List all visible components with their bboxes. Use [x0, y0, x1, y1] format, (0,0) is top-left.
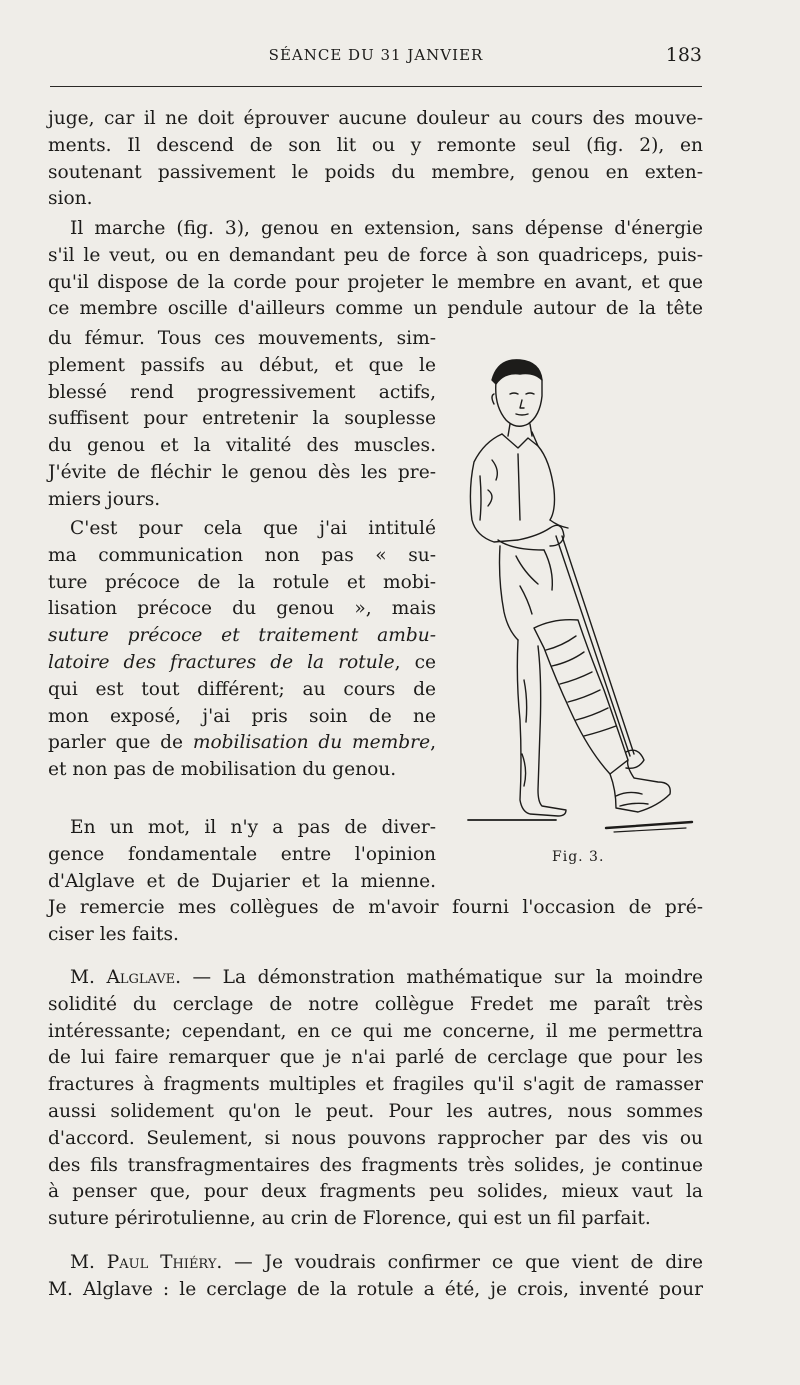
text-line: du genou et la vitalité des muscles. [48, 435, 436, 457]
text-line [48, 965, 703, 992]
text-line: ciser les faits. [48, 923, 179, 945]
paragraph-2 [48, 216, 703, 323]
text-line: blessé rend progressivement actifs, [48, 381, 436, 403]
text-line: Il marche (fig. 3), genou en extension, sans dépense d'énergie [70, 218, 703, 239]
text-line-italic: suture précoce et traitement ambu- [48, 625, 436, 647]
text-line: des fils transfragmentaires des fragments très solides, je continue [48, 1154, 703, 1176]
text-line: ma communication non pas « su- [48, 544, 436, 566]
text-line: d'Alglave et de Dujarier et la mienne. [48, 870, 436, 892]
text-run: , ce [394, 651, 437, 673]
text-line: intéressante; cependant, en ce qui me concerne, il me permettra [48, 1020, 703, 1042]
running-header [48, 44, 704, 74]
text-line: et non pas de mobilisation du genou. [48, 759, 397, 781]
text-run: parler que de [48, 732, 193, 754]
paragraph-2-continued [48, 326, 436, 514]
text-line [48, 730, 436, 757]
header-title: SÉANCE DU 31 JANVIER [268, 46, 484, 64]
text-line: s'il le veut, ou en demandant peu de force à son quadriceps, puis- [48, 244, 703, 266]
text-line: de lui faire remarquer que je n'ai parlé de cerclage que pour les [48, 1047, 703, 1069]
text-line: suture périrotulienne, au crin de Florence, qui est un fil parfait. [48, 1208, 651, 1230]
paragraph-1 [48, 106, 703, 213]
paragraph-4-continued [48, 895, 703, 949]
text-line [48, 650, 436, 677]
header-rule [50, 86, 702, 87]
text-line: J'évite de fléchir le genou dès les pre- [48, 461, 436, 483]
text-line: En un mot, il n'y a pas de diver- [70, 817, 436, 838]
paragraph-thiery [48, 1250, 703, 1304]
figure-walking-man-illustration [458, 350, 708, 835]
text-line: ments. Il descend de son lit ou y remonte seul (fig. 2), en [48, 134, 703, 156]
text-line: du fémur. Tous ces mouvements, sim- [48, 328, 436, 349]
text-line: C'est pour cela que j'ai intitulé [70, 518, 436, 539]
text-line: mon exposé, j'ai pris soin de ne [48, 705, 436, 727]
text-line: juge, car il ne doit éprouver aucune douleur au cours des mouve- [48, 108, 703, 129]
text-line: ture précoce de la rotule et mobi- [48, 571, 436, 593]
text-line [48, 1250, 703, 1277]
speaker-name: M. Paul Thiéry. [70, 1252, 223, 1273]
text-line: ce membre oscille d'ailleurs comme un pendule autour de la tête [48, 298, 703, 320]
italic-phrase: mobilisation du membre [192, 732, 431, 754]
text-line: qui est tout différent; au cours de [48, 678, 436, 700]
text-line: lisation précoce du genou », mais [48, 598, 436, 620]
italic-title: latoire des fractures de la rotule [48, 651, 395, 673]
text-line: soutenant passivement le poids du membre, genou en exten- [48, 161, 703, 183]
text-line: gence fondamentale entre l'opinion [48, 843, 436, 865]
text-line: M. Alglave : le cerclage de la rotule a été, je crois, inventé pour [48, 1278, 703, 1300]
text-line: suffisent pour entretenir la souplesse [48, 408, 436, 430]
paragraph-4 [48, 815, 436, 895]
speaker-name: M. Alglave. [70, 967, 182, 988]
text-line: Je remercie mes collègues de m'avoir fourni l'occasion de pré- [48, 897, 703, 918]
paragraph-alglave [48, 965, 703, 1233]
text-line: aussi solidement qu'on le peut. Pour les autres, nous sommes [48, 1100, 703, 1122]
text-line: d'accord. Seulement, si nous pouvons rapprocher par des vis ou [48, 1127, 703, 1149]
figure-caption: Fig. 3. [552, 849, 605, 865]
text-line: sion. [48, 188, 93, 210]
text-run: — La démonstration mathématique sur la moindre [181, 967, 703, 988]
page-number: 183 [665, 44, 702, 66]
paragraph-3 [48, 516, 436, 784]
text-line: plement passifs au début, et que le [48, 354, 436, 376]
text-line: miers jours. [48, 488, 161, 510]
text-line: à penser que, pour deux fragments peu solides, mieux vaut la [48, 1181, 703, 1203]
text-line: fractures à fragments multiples et fragiles qu'il s'agit de ramasser [48, 1074, 703, 1096]
text-line: qu'il dispose de la corde pour projeter le membre en avant, et que [48, 271, 703, 293]
text-line: solidité du cerclage de notre collègue Fredet me paraît très [48, 993, 703, 1015]
text-run: — Je voudrais confirmer ce que vient de dire [222, 1252, 703, 1273]
text-run: , [430, 732, 436, 754]
